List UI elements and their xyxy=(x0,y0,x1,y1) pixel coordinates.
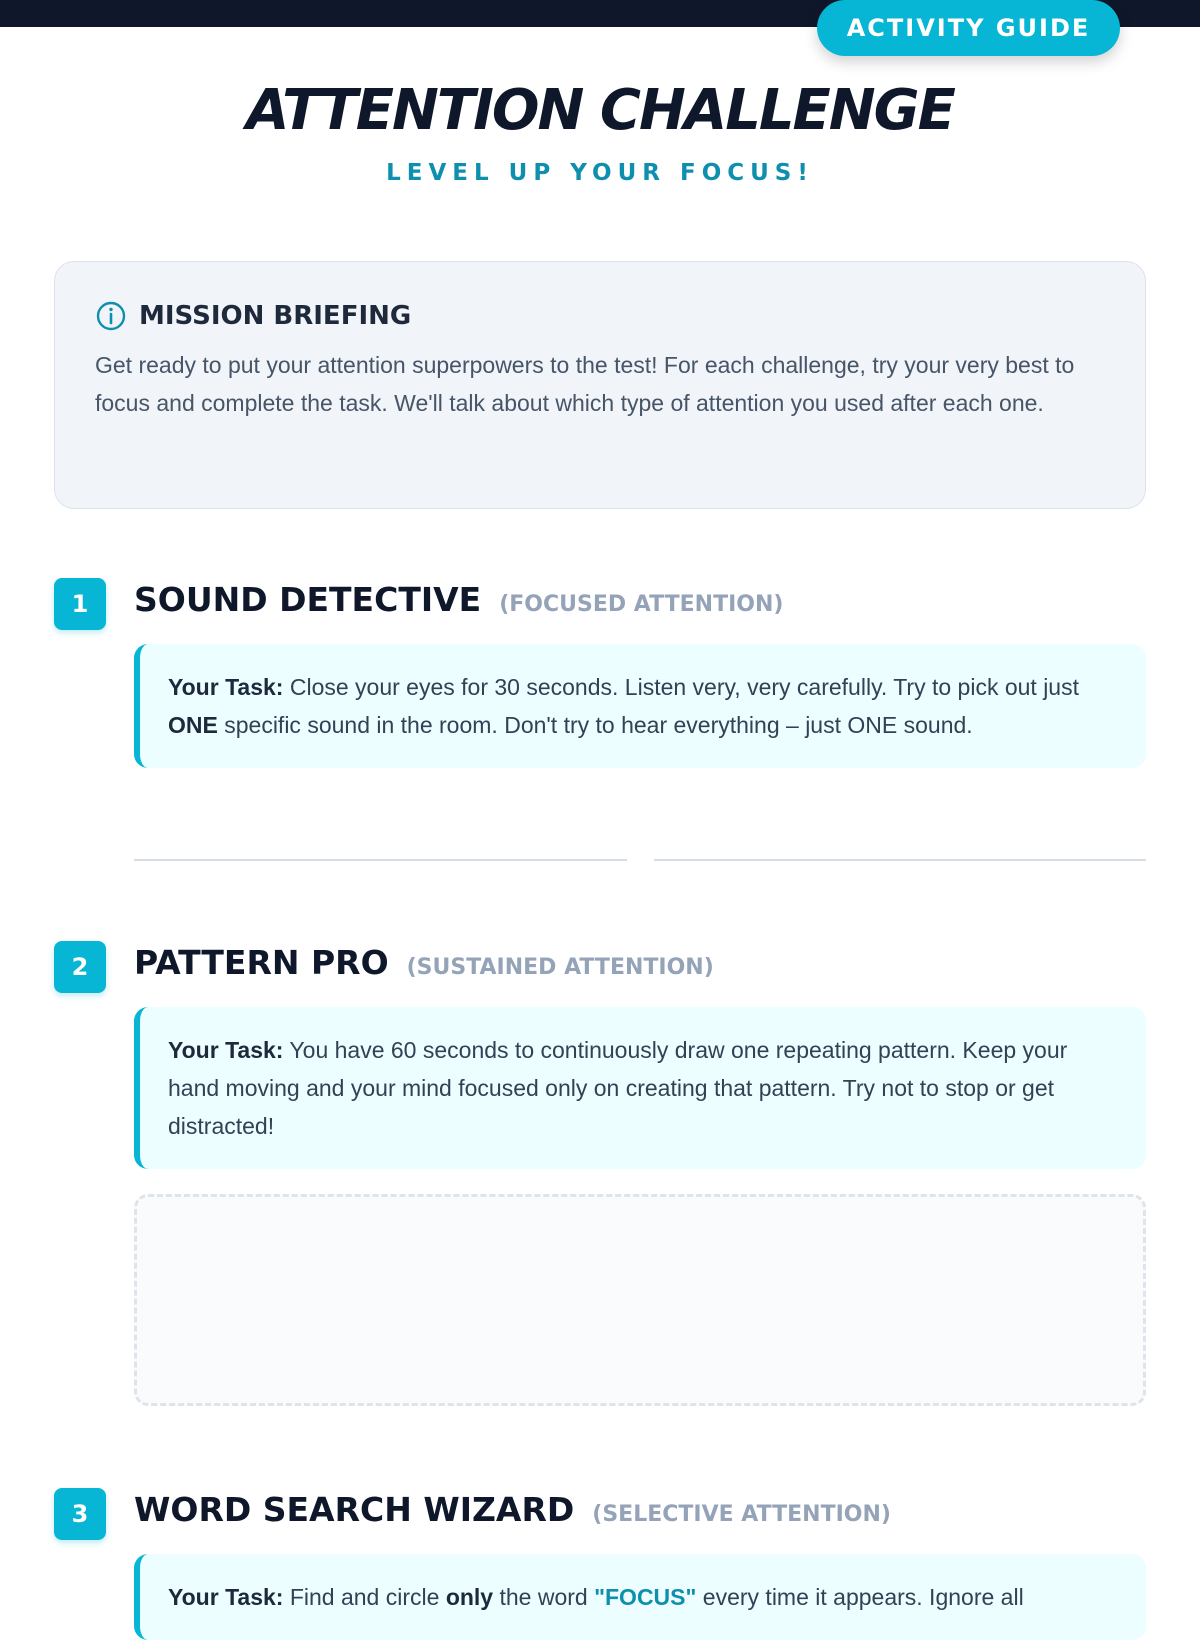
challenge-name: SOUND DETECTIVE xyxy=(134,580,482,619)
page-subtitle: LEVEL UP YOUR FOCUS! xyxy=(386,160,814,186)
task-label: Your Task: xyxy=(168,1584,284,1610)
task-label: Your Task: xyxy=(168,674,284,700)
task-label: Your Task: xyxy=(168,1037,284,1063)
challenge-name: WORD SEARCH WIZARD xyxy=(134,1490,575,1529)
attention-type-label: (SELECTIVE ATTENTION) xyxy=(592,1502,891,1527)
task-box xyxy=(134,1007,1146,1169)
attention-type-label: (FOCUSED ATTENTION) xyxy=(499,592,784,617)
task-text: every time it appears. Ignore all xyxy=(696,1584,1024,1610)
challenge-heading xyxy=(134,943,714,982)
challenge-heading xyxy=(134,1490,891,1529)
info-icon xyxy=(95,300,127,332)
attention-type-label: (SUSTAINED ATTENTION) xyxy=(406,955,714,980)
task-emphasis: ONE xyxy=(168,712,218,738)
task-text: specific sound in the room. Don't try to hear everything – just ONE sound. xyxy=(217,712,973,738)
drawing-area[interactable] xyxy=(134,1194,1146,1406)
activity-guide-badge: ACTIVITY GUIDE xyxy=(817,0,1120,56)
page-title: ATTENTION CHALLENGE xyxy=(246,78,954,143)
challenge-heading xyxy=(134,580,783,619)
briefing-text: Get ready to put your attention superpowers to the test! For each challenge, try your very best to focus and complete the task. We'll talk about which type of attention you used after each one. xyxy=(95,352,1075,416)
task-box xyxy=(134,644,1146,768)
challenge-name: PATTERN PRO xyxy=(134,943,389,982)
challenge-number-badge: 1 xyxy=(54,578,106,630)
challenge-number-badge: 2 xyxy=(54,941,106,993)
task-text: Find and circle xyxy=(283,1584,446,1610)
briefing-title: MISSION BRIEFING xyxy=(139,301,412,331)
task-emphasis: only xyxy=(445,1584,494,1610)
mission-briefing-card xyxy=(54,261,1146,509)
answer-line[interactable] xyxy=(654,859,1146,861)
task-text: Close your eyes for 30 seconds. Listen very, very carefully. Try to pick out just xyxy=(283,674,1079,700)
highlight-word: "FOCUS" xyxy=(594,1584,697,1610)
answer-line[interactable] xyxy=(134,859,627,861)
briefing-header xyxy=(95,300,1105,332)
challenge-number-badge: 3 xyxy=(54,1488,106,1540)
task-text: the word xyxy=(493,1584,595,1610)
task-text: You have 60 seconds to continuously draw one repeating pattern. Keep your hand moving and your mind focused only on creating that pattern. Try not to stop or get distracted! xyxy=(168,1037,1068,1139)
task-box xyxy=(134,1554,1146,1640)
